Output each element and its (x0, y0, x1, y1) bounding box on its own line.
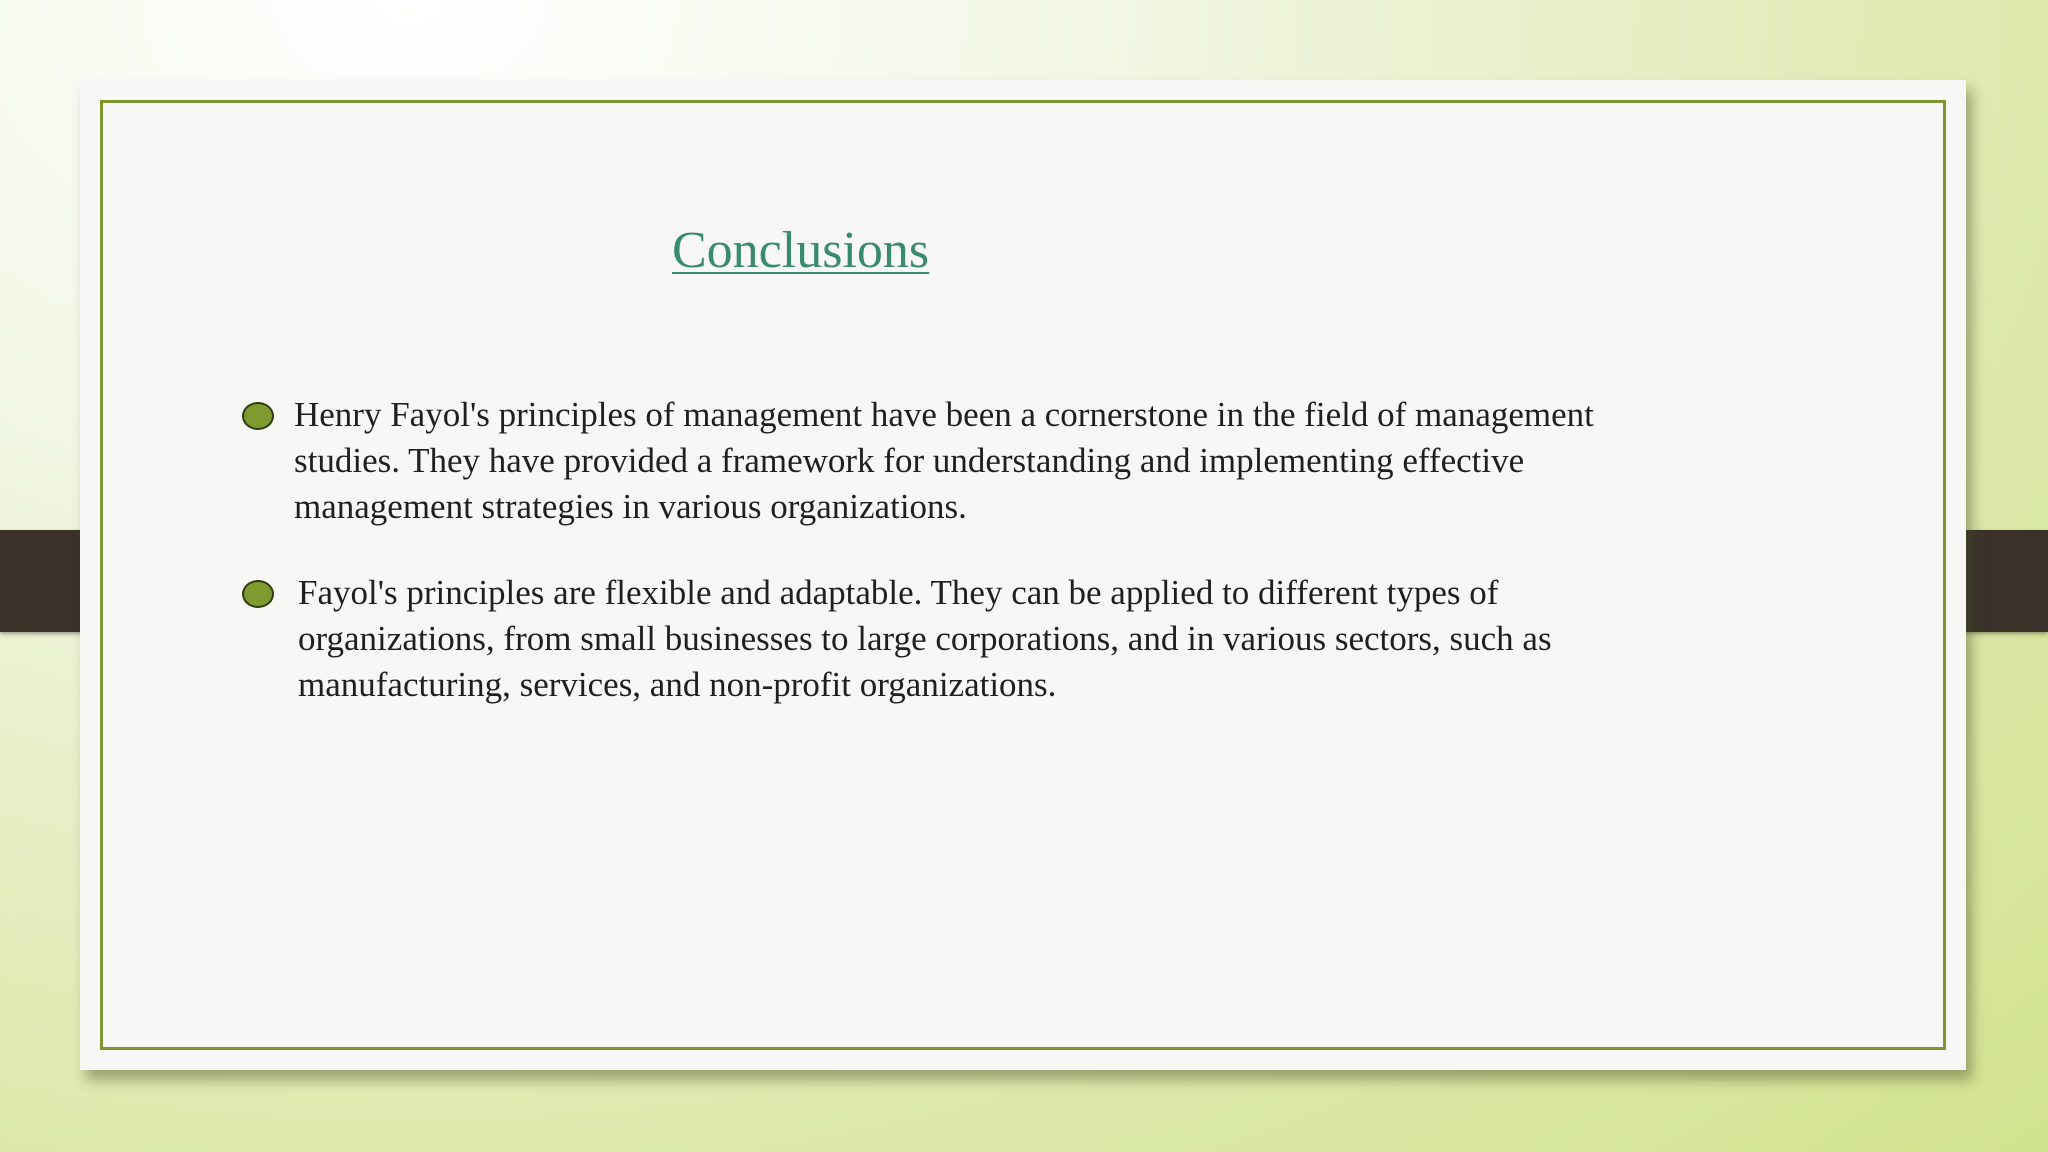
bullet-circle-icon (242, 580, 274, 608)
bullet-circle-icon (242, 402, 274, 430)
slide-title: Conclusions (672, 222, 930, 279)
bullet-text-2: Fayol's principles are flexible and adaptable. They can be applied to different types of organizations, from small businesses to large corporations, and in various sectors, such as manufacturing, services, and non-profit organizations. (298, 573, 1552, 704)
slide-card (80, 80, 1966, 1070)
bullet-text-1: Henry Fayol's principles of management have been a cornerstone in the field of management studies. They have provided a framework for understanding and implementing effective management strategies in various organizations. (294, 395, 1594, 526)
